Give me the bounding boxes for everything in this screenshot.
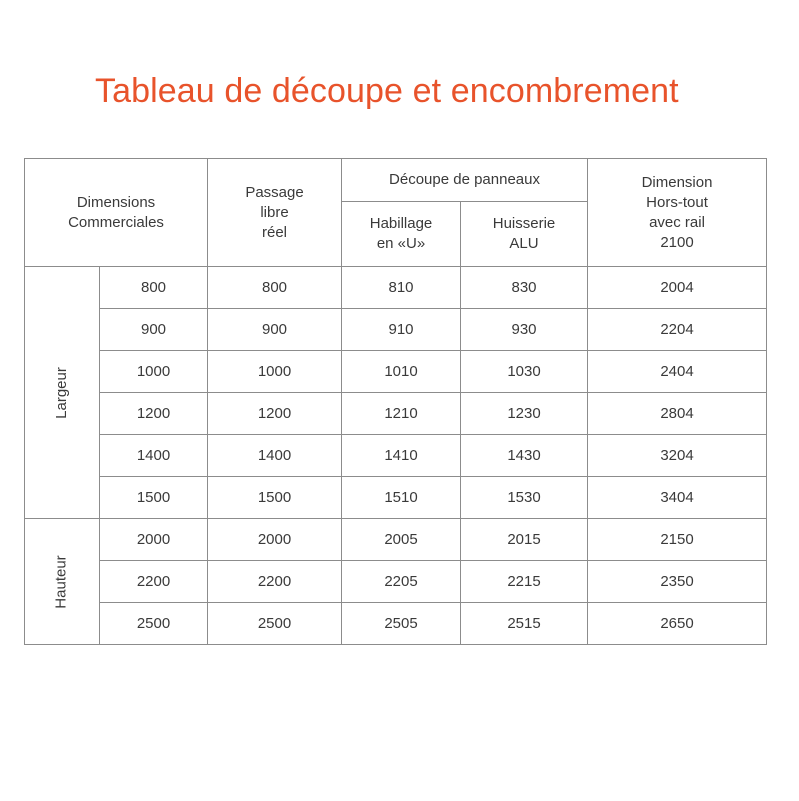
cell-passage: 900 bbox=[208, 309, 342, 351]
cell-habillage: 1010 bbox=[342, 351, 461, 393]
cell-commerciale: 2200 bbox=[100, 561, 208, 603]
cell-commerciale: 1000 bbox=[100, 351, 208, 393]
cell-huisserie: 1230 bbox=[461, 393, 588, 435]
cell-hors-tout: 2204 bbox=[588, 309, 767, 351]
cell-huisserie: 1530 bbox=[461, 477, 588, 519]
table-row bbox=[25, 561, 767, 603]
cell-huisserie: 2015 bbox=[461, 519, 588, 561]
header-dimensions-commerciales bbox=[25, 159, 208, 267]
table-row bbox=[25, 267, 767, 309]
table-row bbox=[25, 393, 767, 435]
cell-commerciale: 1200 bbox=[100, 393, 208, 435]
cell-huisserie: 1430 bbox=[461, 435, 588, 477]
cell-commerciale: 2500 bbox=[100, 603, 208, 645]
cell-passage: 1200 bbox=[208, 393, 342, 435]
table-row bbox=[25, 477, 767, 519]
cell-hors-tout: 2650 bbox=[588, 603, 767, 645]
header-dimensions-label: Dimensions Commerciales bbox=[68, 193, 164, 231]
cell-huisserie: 930 bbox=[461, 309, 588, 351]
cell-huisserie: 2215 bbox=[461, 561, 588, 603]
cell-hors-tout: 2004 bbox=[588, 267, 767, 309]
cell-habillage: 1210 bbox=[342, 393, 461, 435]
dimensions-table bbox=[24, 158, 767, 645]
cell-passage: 1500 bbox=[208, 477, 342, 519]
header-horstout-label: Dimension Hors-tout avec rail 2100 bbox=[641, 173, 713, 251]
cell-habillage: 1510 bbox=[342, 477, 461, 519]
header-habillage bbox=[342, 202, 461, 267]
header-dimension-hors-tout bbox=[588, 159, 767, 267]
header-decoupe-panneaux bbox=[342, 159, 588, 202]
cell-habillage: 1410 bbox=[342, 435, 461, 477]
cell-passage: 2500 bbox=[208, 603, 342, 645]
table-row bbox=[25, 519, 767, 561]
header-passage-label: Passage libre réel bbox=[245, 183, 304, 241]
cell-hors-tout: 3404 bbox=[588, 477, 767, 519]
table-row bbox=[25, 351, 767, 393]
header-huisserie-label: Huisserie ALU bbox=[492, 215, 556, 252]
table-row bbox=[25, 603, 767, 645]
cell-huisserie: 1030 bbox=[461, 351, 588, 393]
cell-passage: 1000 bbox=[208, 351, 342, 393]
cell-habillage: 2205 bbox=[342, 561, 461, 603]
cell-commerciale: 2000 bbox=[100, 519, 208, 561]
cell-commerciale: 900 bbox=[100, 309, 208, 351]
cell-habillage: 910 bbox=[342, 309, 461, 351]
cell-habillage: 2005 bbox=[342, 519, 461, 561]
header-huisserie bbox=[461, 202, 588, 267]
cell-hors-tout: 3204 bbox=[588, 435, 767, 477]
cell-passage: 2200 bbox=[208, 561, 342, 603]
largeur-label: Largeur bbox=[52, 366, 70, 419]
cell-huisserie: 2515 bbox=[461, 603, 588, 645]
cell-huisserie: 830 bbox=[461, 267, 588, 309]
page-title: Tableau de découpe et encombrement bbox=[95, 72, 679, 110]
hauteur-label: Hauteur bbox=[53, 554, 70, 609]
cell-passage: 800 bbox=[208, 267, 342, 309]
cell-hors-tout: 2404 bbox=[588, 351, 767, 393]
cell-commerciale: 800 bbox=[100, 267, 208, 309]
cell-passage: 2000 bbox=[208, 519, 342, 561]
group-label-hauteur bbox=[25, 519, 100, 645]
cell-commerciale: 1400 bbox=[100, 435, 208, 477]
cell-commerciale: 1500 bbox=[100, 477, 208, 519]
group-label-largeur bbox=[25, 267, 100, 519]
header-decoupe-label: Découpe de panneaux bbox=[389, 171, 540, 188]
cell-habillage: 810 bbox=[342, 267, 461, 309]
cell-habillage: 2505 bbox=[342, 603, 461, 645]
table-row bbox=[25, 309, 767, 351]
header-habillage-label: Habillage en «U» bbox=[369, 215, 433, 252]
header-passage-libre bbox=[208, 159, 342, 267]
cell-passage: 1400 bbox=[208, 435, 342, 477]
table-row bbox=[25, 435, 767, 477]
cell-hors-tout: 2350 bbox=[588, 561, 767, 603]
cell-hors-tout: 2150 bbox=[588, 519, 767, 561]
cell-hors-tout: 2804 bbox=[588, 393, 767, 435]
